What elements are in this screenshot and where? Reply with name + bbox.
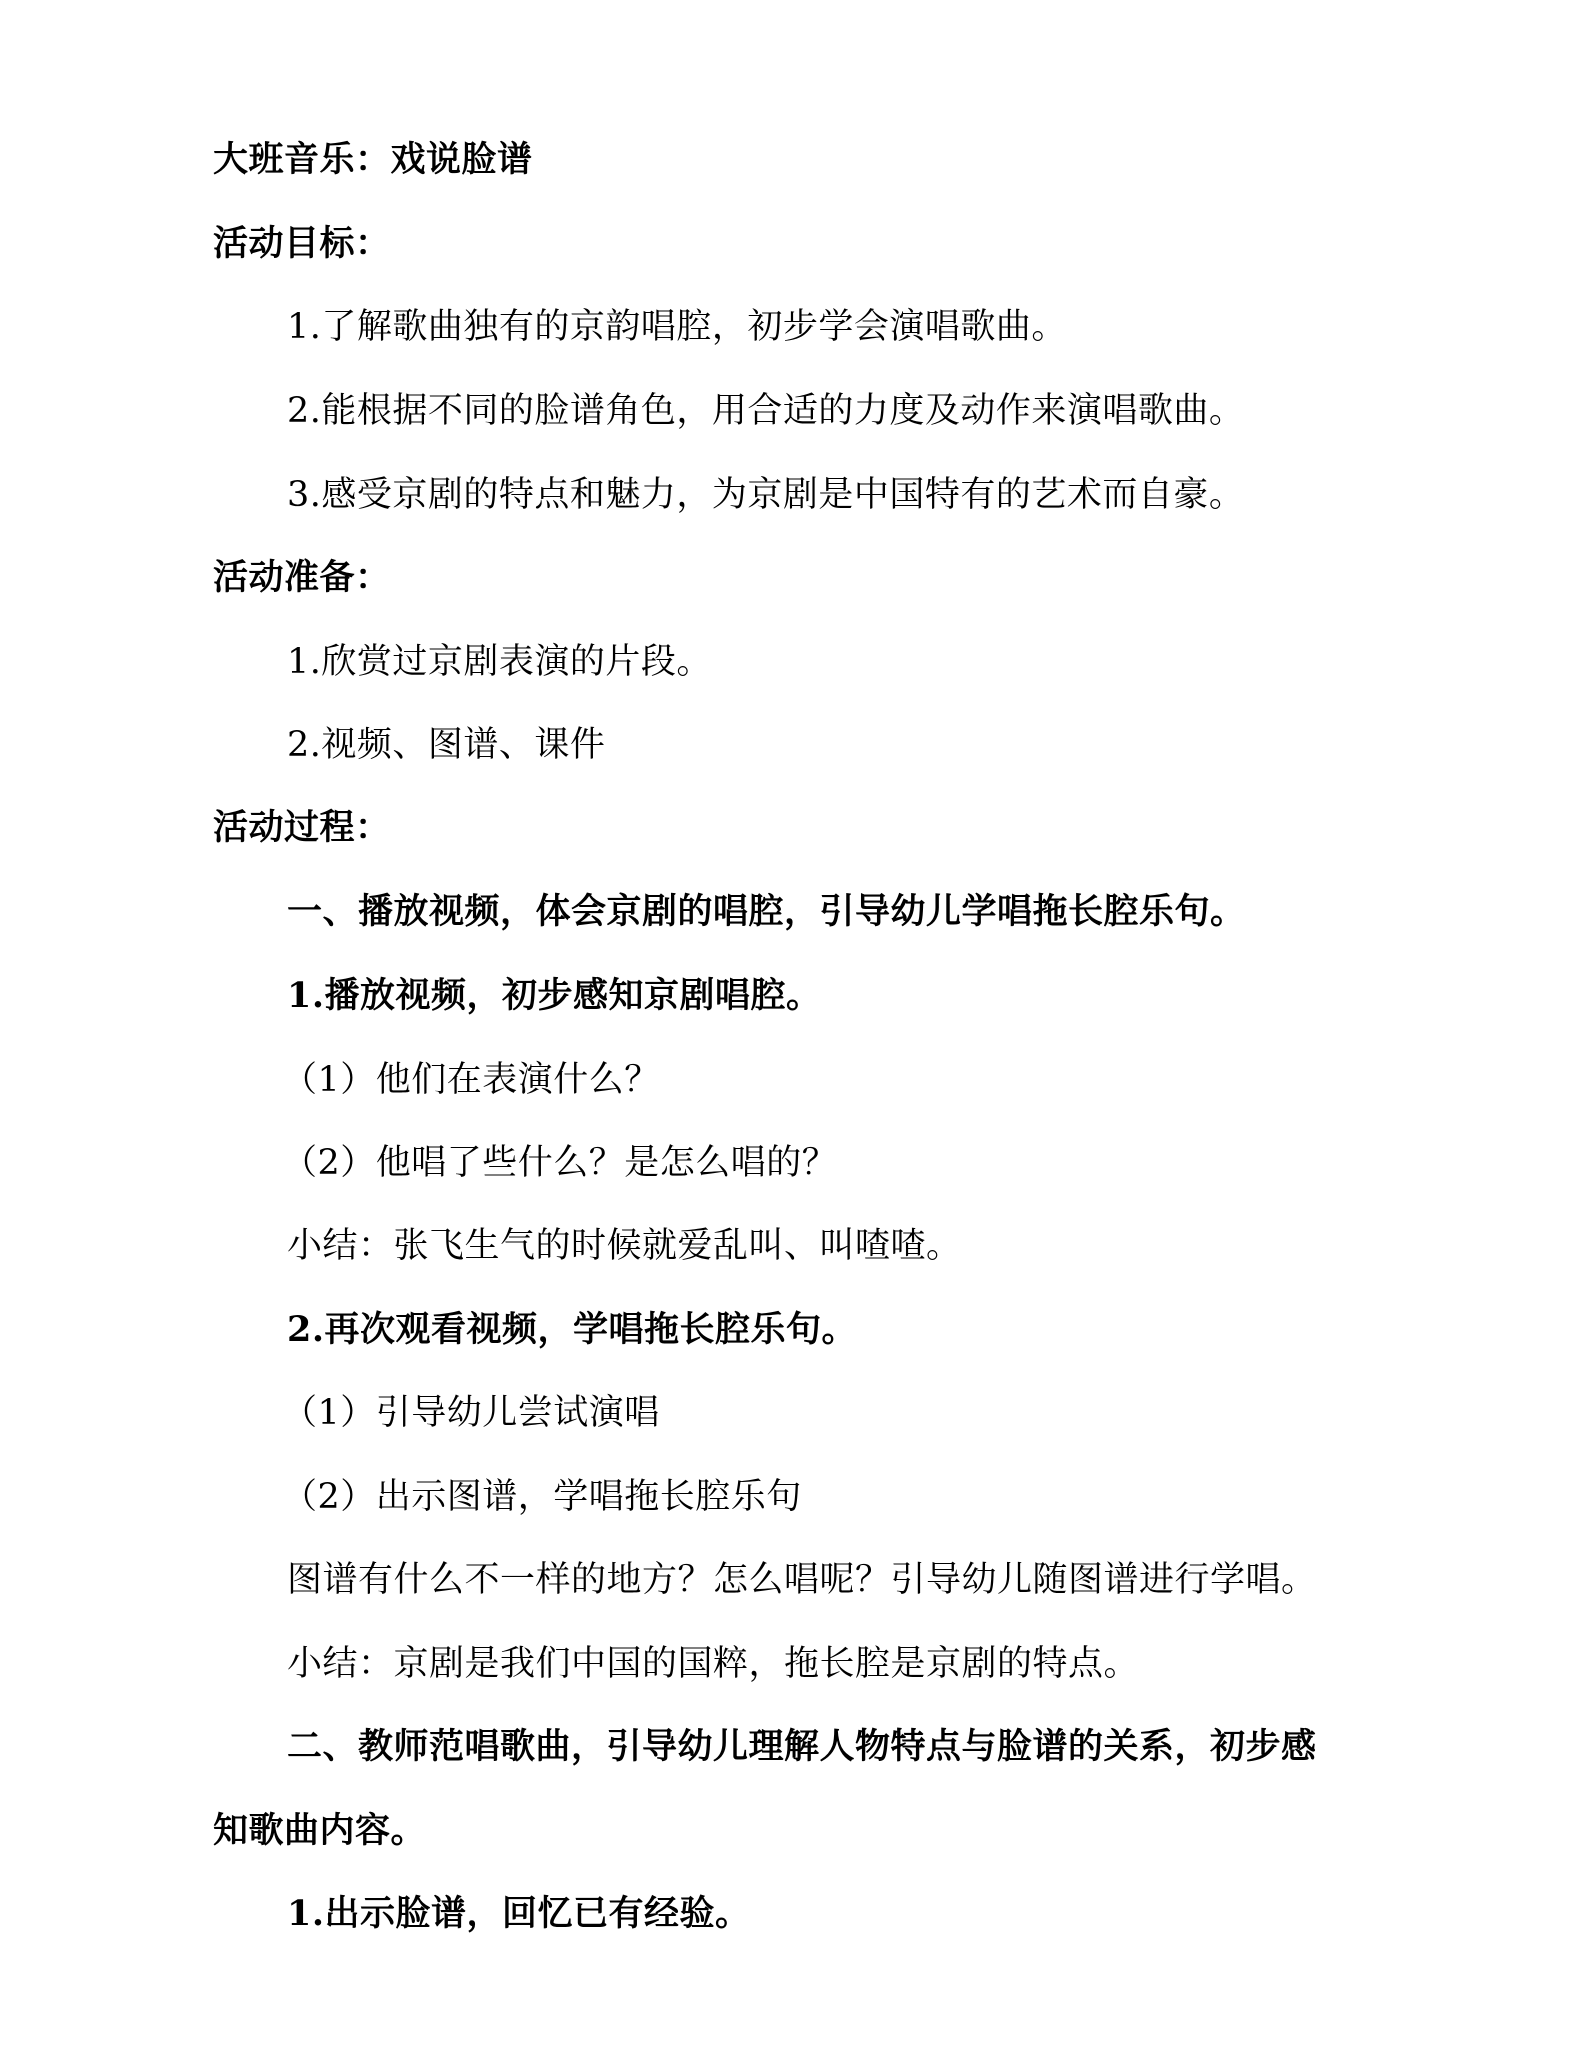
summary-text: 小结：京剧是我们中国的国粹，拖长腔是京剧的特点。: [287, 1644, 1140, 1684]
process-heading: 活动过程：: [213, 807, 391, 848]
part1-step2-heading: 2.再次观看视频，学唱拖长腔乐句。: [287, 1309, 858, 1350]
summary-text: 小结：张飞生气的时候就爱乱叫、叫喳喳。: [287, 1226, 962, 1266]
part2-heading-line2: 知歌曲内容。: [213, 1810, 427, 1851]
preparation-item: 1.欣赏过京剧表演的片段。: [287, 642, 712, 682]
part1-step1-heading: 1.播放视频，初步感知京剧唱腔。: [287, 975, 822, 1016]
question-item: （1）他们在表演什么？: [282, 1060, 660, 1100]
question-item: （2）他唱了些什么？是怎么唱的？: [282, 1143, 838, 1183]
question-item: （1）引导幼儿尝试演唱: [282, 1393, 660, 1433]
goals-heading: 活动目标：: [213, 223, 391, 264]
part1-heading: 一、播放视频，体会京剧的唱腔，引导幼儿学唱拖长腔乐句。: [287, 891, 1246, 932]
question-item: （2）出示图谱，学唱拖长腔乐句: [282, 1477, 802, 1517]
goal-item: 3.感受京剧的特点和魅力，为京剧是中国特有的艺术而自豪。: [287, 475, 1245, 515]
goal-item: 1.了解歌曲独有的京韵唱腔，初步学会演唱歌曲。: [287, 307, 1067, 347]
prompt-text: 图谱有什么不一样的地方？怎么唱呢？引导幼儿随图谱进行学唱。: [287, 1560, 1317, 1600]
goal-item: 2.能根据不同的脸谱角色，用合适的力度及动作来演唱歌曲。: [287, 391, 1245, 431]
part2-heading-line1: 二、教师范唱歌曲，引导幼儿理解人物特点与脸谱的关系，初步感: [287, 1726, 1317, 1767]
document-title: 大班音乐：戏说脸谱: [213, 139, 533, 180]
part2-step1-heading: 1.出示脸谱，回忆已有经验。: [287, 1893, 751, 1934]
preparation-item: 2.视频、图谱、课件: [287, 725, 606, 765]
preparation-heading: 活动准备：: [213, 557, 391, 598]
